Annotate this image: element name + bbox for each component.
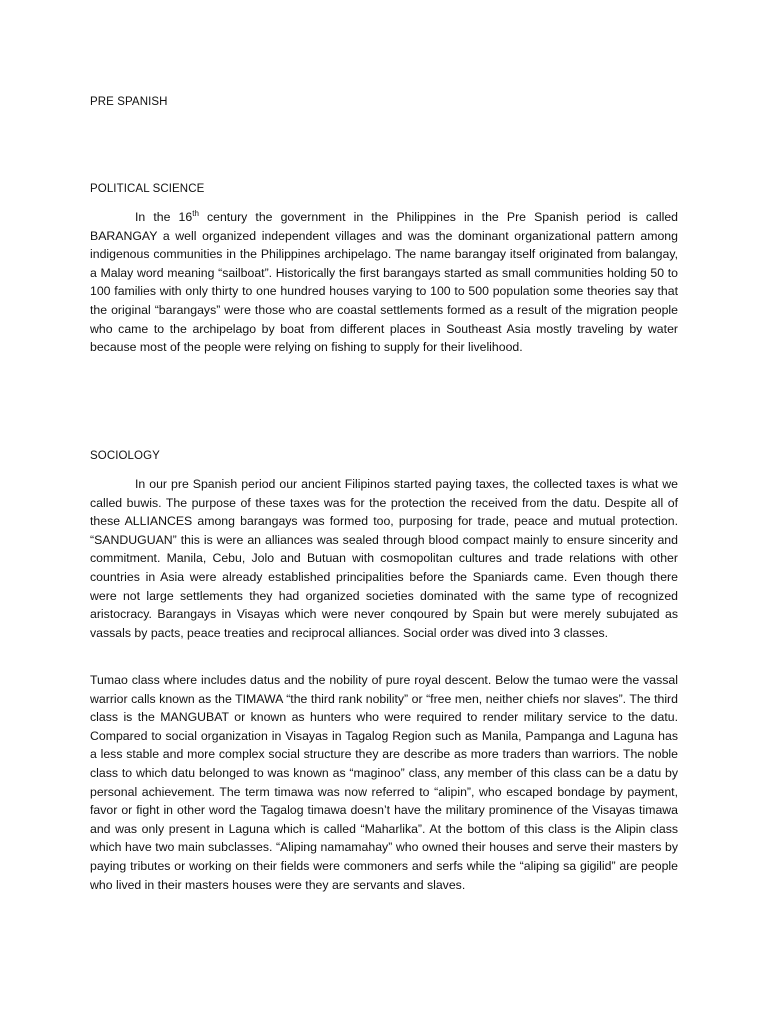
political-science-paragraph bbox=[90, 208, 678, 357]
sociology-paragraph-1: In our pre Spanish period our ancient Filipinos started paying taxes, the collected taxes is what we called buwis. The purpose of these taxes was for the protection the received from the datu. Despite all of these ALLIANCES among barangays was formed too, purposing for trade, peace and mutual protection. “SANDUGUAN” this is were an alliances was sealed through blood compact mainly to ensure sincerity and commitment. Manila, Cebu, Jolo and Butuan with cosmopolitan cultures and trade relations with other countries in Asia were already established principalities before the Spaniards came. Even though there were not large settlements they had organized societies dominated with the same type of recognized aristocracy. Barangays in Visayas which were never conqoured by Spain but were merely subujated as vassals by pacts, peace treaties and reciprocal alliances. Social order was dived into 3 classes. bbox=[90, 477, 678, 640]
heading-political-science: POLITICAL SCIENCE bbox=[90, 183, 205, 195]
paragraph-prefix: In the 16 bbox=[135, 210, 193, 224]
paragraph-text: century the government in the Philippines in the Pre Spanish period is called BARANGAY a well organized independent villages and was the dominant organizational pattern among indigenous communities in the Philippines archipelago. The name barangay itself originated from balangay, a Malay word meaning “sailboat”. Historically the first barangays started as small communities holding 50 to 100 families with only thirty to one hundred houses varying to 100 to 500 population some theories say that the original “barangays” were those who are coastal settlements formed as a result of the migration people who came to the archipelago by boat from different places in Southeast Asia mostly traveling by water because most of the people were relying on fishing to supply for their livelihood. bbox=[90, 210, 678, 355]
heading-pre-spanish: PRE SPANISH bbox=[90, 96, 168, 108]
heading-sociology: SOCIOLOGY bbox=[90, 450, 160, 462]
ordinal-suffix: th bbox=[192, 208, 199, 218]
sociology-paragraph-2: Tumao class where includes datus and the nobility of pure royal descent. Below the tumao were the vassal warrior calls known as the TIMAWA “the third rank nobility” or “free men, neither chiefs nor slaves”. The third class is the MANGUBAT or known as hunters who were required to render military service to the datu. Compared to social organization in Visayas in Tagalog Region such as Manila, Pampanga and Laguna has a less stable and more complex social structure they are describe as more traders than warriors. The noble class to which datu belonged to was known as “maginoo” class, any member of this class can be a datu by personal achievement. The term timawa was now referred to “alipin”, who escaped bondage by payment, favor or fight in other word the Tagalog timawa doesn’t have the military prominence of the Visayas timawa and was only present in Laguna which is called “Maharlika”. At the bottom of this class is the Alipin class which have two main subclasses. “Aliping namamahay” who owned their houses and serve their masters by paying tributes or working on their fields were commoners and serfs while the “aliping sa gigilid” are people who lived in their masters houses were they are servants and slaves. bbox=[90, 673, 678, 892]
